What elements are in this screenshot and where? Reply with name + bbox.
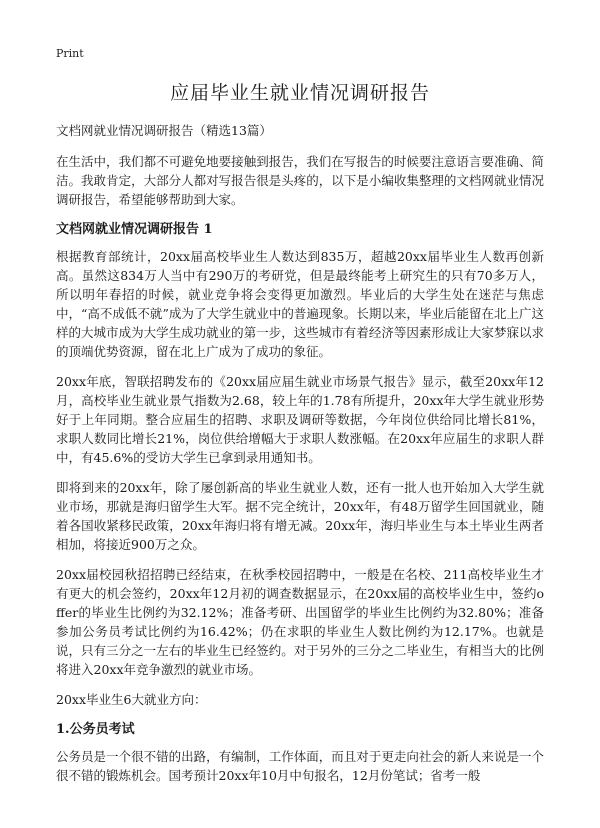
section-heading-2: 1.公务员考试 xyxy=(56,722,135,737)
section-heading-1: 文档网就业情况调研报告 1 xyxy=(56,222,213,237)
body-paragraph-2: 20xx年底，智联招聘发布的《20xx届应届生就业市场景气报告》显示，截至20xx年12月，高校毕业生就业景气指数为2.68，较上年的1.78有所提升，20xx年大学生就业形势好于上年同期。整合应届生的招聘、求职及调研等数据，今年岗位供给同比增长81%，求职人数同比增长21%，岗位供给增幅大于求职人数涨幅。在20xx年应届生的求职人群中，有45.6%的受访大学生已拿到录用通知书。 xyxy=(56,374,544,465)
body-paragraph-3: 即将到来的20xx年，除了屡创新高的毕业生就业人数，还有一批人也开始加入大学生就业市场，那就是海归留学生大军。据不完全统计，20xx年，有48万留学生回国就业，随着各国收紧移民政策，20xx年海归将有增无减。20xx年，海归毕业生与本土毕业生两者相加，将接近900万之众。 xyxy=(56,480,544,552)
body-paragraph-5: 20xx毕业生6大就业方向： xyxy=(56,692,207,707)
page-title: 应届毕业生就业情况调研报告 xyxy=(169,82,430,104)
document-subtitle: 文档网就业情况调研报告（精选13篇） xyxy=(56,123,272,138)
document-body xyxy=(56,121,544,796)
print-link[interactable]: Print xyxy=(56,47,84,60)
body-paragraph-4: 20xx届校园秋招招聘已经结束，在秋季校园招聘中，一般是在名校、211高校毕业生才有更大的机会签约，20xx年12月初的调查数据显示，在20xx届的高校毕业生中，签约offer的毕业生比例约为32.12%；准备考研、出国留学的毕业生比例约为32.80%；准备参加公务员考试比例约为16.42%；仍在求职的毕业生人数比例约为12.17%。也就是说，只有三分之一左右的毕业生已经签约。对于另外的三分之二毕业生，有相当大的比例将进入20xx年竞争激烈的就业市场。 xyxy=(56,567,544,677)
body-paragraph-6: 公务员是一个很不错的出路，有编制，工作体面，而且对于更走向社会的新人来说是一个很不错的锻炼机会。国考预计20xx年10月中旬报名，12月份笔试；省考一般 xyxy=(56,749,544,783)
body-paragraph-1: 根据教育部统计，20xx届高校毕业生人数达到835万，超越20xx届毕业生人数再创新高。虽然这834万人当中有290万的考研党，但是最终能考上研究生的只有70多万人，所以明年春招的时候，就业竞争将会变得更加激烈。毕业后的大学生处在迷茫与焦虑中，“高不成低不就”成为了大学生就业中的普遍现象。长期以来，毕业后能留在北上广这样的大城市成为大学生成功就业的第一步，这些城市有着经济等因素形成让大家梦寐以求的顶端优势资源，留在北上广成为了成功的象征。 xyxy=(56,249,544,359)
intro-paragraph: 在生活中，我们都不可避免地要接触到报告，我们在写报告的时候要注意语言要准确、简洁。我敢肯定，大部分人都对写报告很是头疼的，以下是小编收集整理的文档网就业情况调研报告，希望能够帮助到大家。 xyxy=(56,154,544,207)
